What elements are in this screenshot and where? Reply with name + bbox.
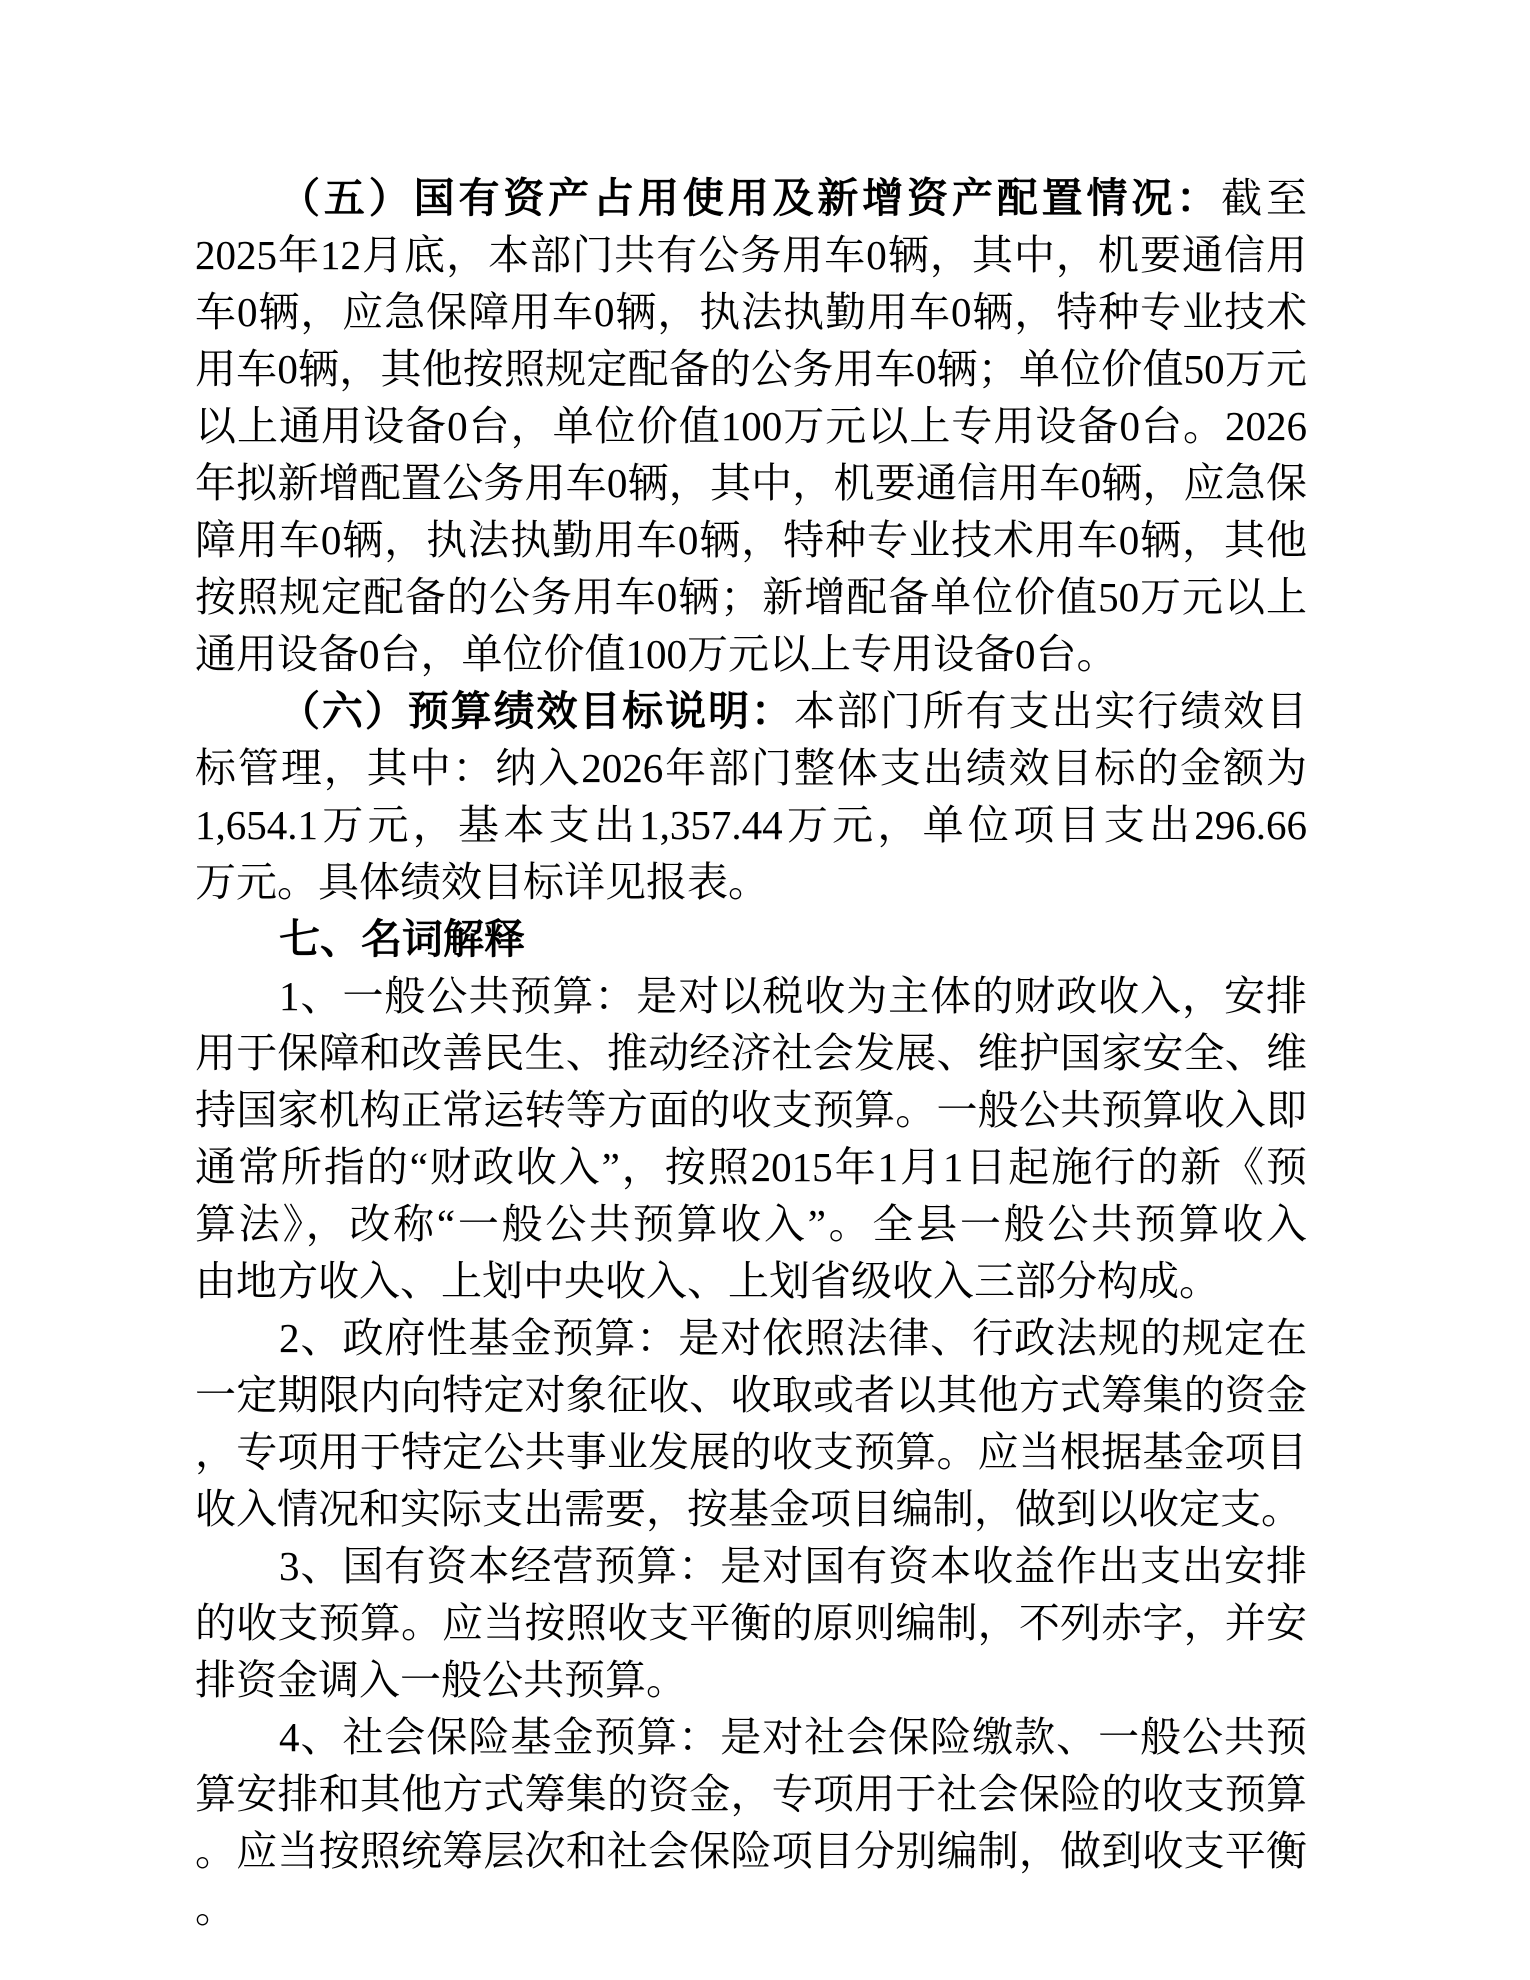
body-text: 标管理，其中：纳入2026年部门整体支出绩效目标的金额为	[195, 745, 1307, 791]
body-text: 持国家机构正常运转等方面的收支预算。一般公共预算收入即	[195, 1087, 1307, 1133]
text-line	[195, 341, 1307, 398]
text-line	[195, 1823, 1307, 1880]
body-text: 一定期限内向特定对象征收、收取或者以其他方式筹集的资金	[195, 1372, 1307, 1418]
body-text: 由地方收入、上划中央收入、上划省级收入三部分构成。	[195, 1258, 1220, 1304]
item-4-social-insurance-budget	[195, 1709, 1307, 1937]
body-text: 算法》，改称“一般公共预算收入”。全县一般公共预算收入	[195, 1201, 1307, 1247]
text-line	[195, 455, 1307, 512]
text-line	[195, 1709, 1307, 1766]
text-line	[195, 1424, 1307, 1481]
body-text: 以上通用设备0台，单位价值100万元以上专用设备0台。2026	[195, 403, 1307, 449]
body-text: 车0辆，应急保障用车0辆，执法执勤用车0辆，特种专业技术	[195, 289, 1307, 335]
section-6-performance-targets	[195, 683, 1307, 911]
text-line	[195, 1310, 1307, 1367]
bold-text: （六）预算绩效目标说明：	[279, 688, 794, 734]
text-line	[195, 227, 1307, 284]
body-text: 2、政府性基金预算：是对依照法律、行政法规的规定在	[279, 1315, 1307, 1361]
text-line	[195, 797, 1307, 854]
text-line	[195, 398, 1307, 455]
body-text: 万元。具体绩效目标详见报表。	[195, 859, 769, 905]
text-line	[195, 1139, 1307, 1196]
body-text: 3、国有资本经营预算：是对国有资本收益作出支出安排	[279, 1543, 1307, 1589]
text-line	[195, 626, 1307, 683]
text-line	[195, 1253, 1307, 1310]
section-5-state-assets	[195, 170, 1307, 683]
body-text: 的收支预算。应当按照收支平衡的原则编制，不列赤字，并安	[195, 1600, 1307, 1646]
bold-text: 七、名词解释	[279, 916, 525, 962]
body-text: 通用设备0台，单位价值100万元以上专用设备0台。	[195, 631, 1118, 677]
heading-glossary	[195, 911, 1307, 968]
text-line	[195, 683, 1307, 740]
body-text: 用于保障和改善民生、推动经济社会发展、维护国家安全、维	[195, 1030, 1307, 1076]
body-text: 通常所指的“财政收入”，按照2015年1月1日起施行的新《预	[195, 1144, 1307, 1190]
body-text: 年拟新增配置公务用车0辆，其中，机要通信用车0辆，应急保	[195, 460, 1307, 506]
body-text: 截至	[1221, 175, 1308, 221]
body-text: 障用车0辆，执法执勤用车0辆，特种专业技术用车0辆，其他	[195, 517, 1307, 563]
text-line	[195, 1595, 1307, 1652]
text-line	[195, 1652, 1307, 1709]
text-line	[195, 1880, 1307, 1937]
item-1-general-public-budget	[195, 968, 1307, 1310]
body-text: 收入情况和实际支出需要，按基金项目编制，做到以收定支。	[195, 1486, 1302, 1532]
body-text: 。	[195, 1885, 236, 1931]
body-text: 算安排和其他方式筹集的资金，专项用于社会保险的收支预算	[195, 1771, 1307, 1817]
body-text: 用车0辆，其他按照规定配备的公务用车0辆；单位价值50万元	[195, 346, 1307, 392]
text-line	[195, 1367, 1307, 1424]
text-line	[195, 854, 1307, 911]
body-text: ，专项用于特定公共事业发展的收支预算。应当根据基金项目	[195, 1429, 1307, 1475]
body-text: 排资金调入一般公共预算。	[195, 1657, 687, 1703]
body-text: 2025年12月底，本部门共有公务用车0辆，其中，机要通信用	[195, 232, 1307, 278]
body-text: 按照规定配备的公务用车0辆；新增配备单位价值50万元以上	[195, 574, 1307, 620]
text-line	[195, 170, 1307, 227]
text-line	[195, 284, 1307, 341]
document-body	[195, 170, 1307, 1937]
body-text: 本部门所有支出实行绩效目	[793, 688, 1308, 734]
text-line	[195, 1481, 1307, 1538]
text-line	[195, 1082, 1307, 1139]
text-line	[195, 512, 1307, 569]
text-line	[195, 968, 1307, 1025]
body-text: 。应当按照统筹层次和社会保险项目分别编制，做到收支平衡	[195, 1828, 1307, 1874]
text-line	[195, 740, 1307, 797]
item-3-state-capital-budget	[195, 1538, 1307, 1709]
text-line	[195, 1538, 1307, 1595]
text-line	[195, 1025, 1307, 1082]
text-line	[195, 911, 1307, 968]
bold-text: （五）国有资产占用使用及新增资产配置情况：	[279, 175, 1222, 221]
text-line	[195, 1766, 1307, 1823]
body-text: 1、一般公共预算：是对以税收为主体的财政收入，安排	[279, 973, 1307, 1019]
text-line	[195, 1196, 1307, 1253]
body-text: 4、社会保险基金预算：是对社会保险缴款、一般公共预	[279, 1714, 1307, 1760]
text-line	[195, 569, 1307, 626]
item-2-government-fund-budget	[195, 1310, 1307, 1538]
body-text: 1,654.1万元，基本支出1,357.44万元，单位项目支出296.66	[195, 802, 1307, 848]
